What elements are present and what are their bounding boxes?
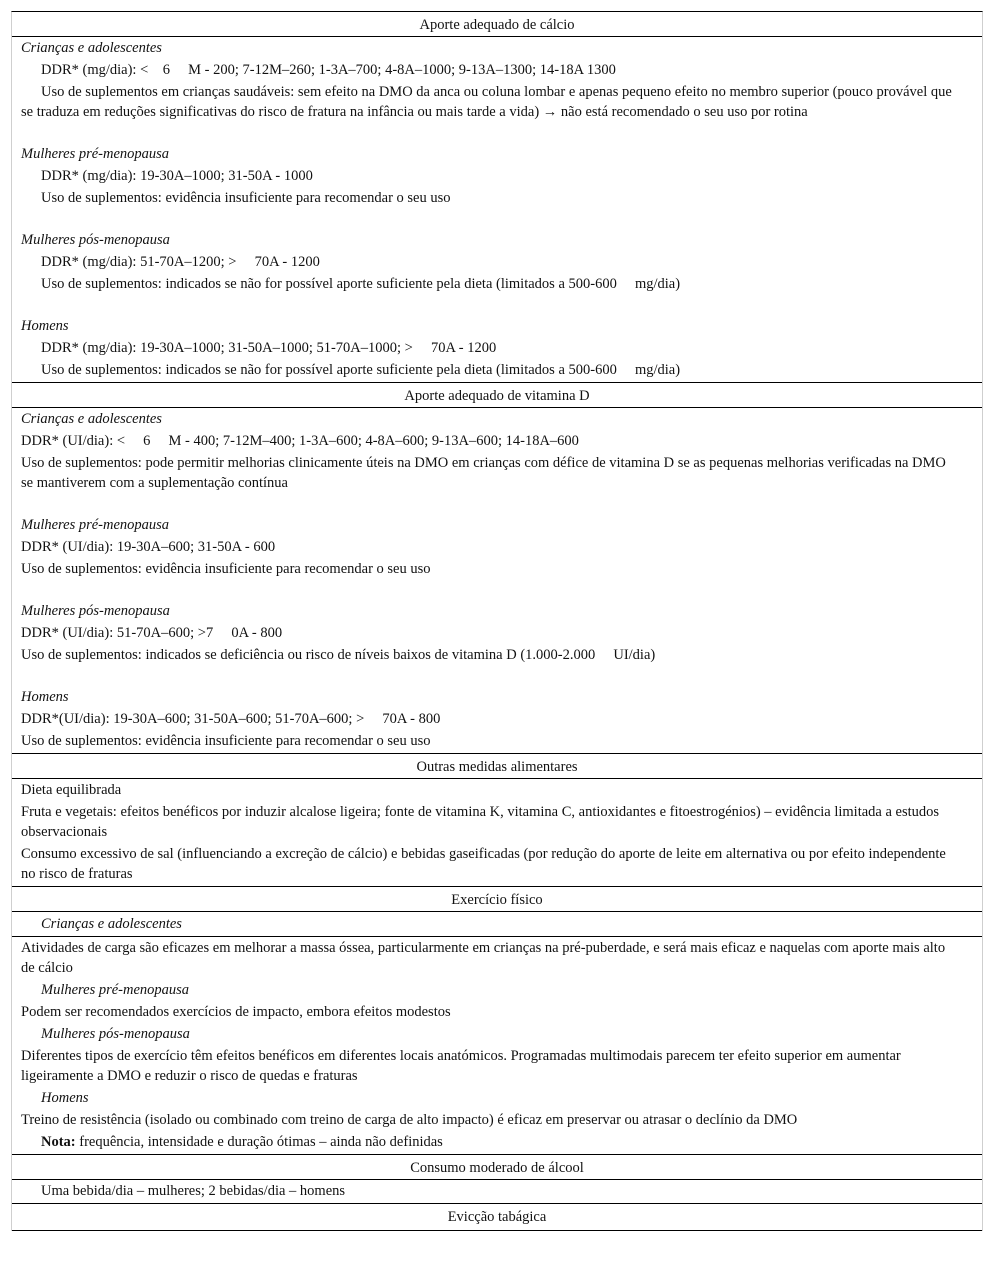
exercise-section-body [12,937,982,1155]
exercise-premeno-group: Mulheres pré-menopausa [41,982,190,998]
diet-section-header: Outras medidas alimentares [12,754,982,779]
vitd-children-ddr: DDR* (UI/dia): < 6 M - 400; 7-12M–400; 1-3A–600; 4-8A–600; 9-13A–600; 14-18A–600 [21,433,579,449]
vitd-section-header: Aporte adequado de vitamina D [12,383,982,408]
calcium-men-ddr: DDR* (mg/dia): 19-30A–1000; 31-50A–1000; 51-70A–1000; > 70A - 1200 [41,340,497,356]
smoking-section-header: Evicção tabágica [12,1204,982,1231]
vitd-premeno-ddr: DDR* (UI/dia): 19-30A–600; 31-50A - 600 [21,539,276,555]
diet-salt-soda: Consumo excessivo de sal (influenciando a excreção de cálcio) e bebidas gaseificadas (por redução do aporte de leite em alternativa ou por efeito independente no risco de fraturas [21,846,946,882]
calcium-premeno-group: Mulheres pré-menopausa [21,146,170,162]
exercise-note-text: frequência, intensidade e duração ótimas – ainda não definidas [75,1134,443,1150]
vitd-men-group: Homens [21,689,69,705]
vitd-premeno-supplements: Uso de suplementos: evidência insuficiente para recomendar o seu uso [21,561,431,577]
calcium-premeno-supplements: Uso de suplementos: evidência insuficiente para recomendar o seu uso [41,190,451,206]
alcohol-text: Uma bebida/dia – mulheres; 2 bebidas/dia – homens [41,1183,346,1199]
calcium-postmeno-group: Mulheres pós-menopausa [21,232,170,248]
vitd-children-group: Crianças e adolescentes [21,411,162,427]
exercise-postmeno-text: Diferentes tipos de exercício têm efeitos benéficos em diferentes locais anatómicos. Programadas multimodais parecem ter efeito superior em aumentar ligeiramente a DMO e reduzir o risco de quedas e fraturas [21,1048,901,1084]
exercise-premeno-text: Podem ser recomendados exercícios de impacto, embora efeitos modestos [21,1004,451,1020]
vitd-children-supplements: Uso de suplementos: pode permitir melhorias clinicamente úteis na DMO em crianças com défice de vitamina D se as pequenas melhorias verificadas na DMO se mantiverem com a suplementação contínua [21,455,946,491]
calcium-men-supplements: Uso de suplementos: indicados se não for possível aporte suficiente pela dieta (limitados a 500-600 mg/dia) [41,362,681,378]
calcium-section-body [12,37,982,383]
exercise-children-group: Crianças e adolescentes [12,912,982,937]
vitd-postmeno-ddr: DDR* (UI/dia): 51-70A–600; >7 0A - 800 [21,625,283,641]
diet-fruit-vegetables: Fruta e vegetais: efeitos benéficos por induzir alcalose ligeira; fonte de vitamina K, vitamina C, antioxidantes e fitoestrogénios) – evidência limitada a estudos observacionais [21,804,940,840]
exercise-men-group: Homens [41,1090,89,1106]
alcohol-section-header: Consumo moderado de álcool [12,1155,982,1180]
vitd-premeno-group: Mulheres pré-menopausa [21,517,170,533]
exercise-men-text: Treino de resistência (isolado ou combinado com treino de carga de alto impacto) é eficaz em preservar ou atrasar o declínio da DMO [21,1112,798,1128]
vitd-postmeno-group: Mulheres pós-menopausa [21,603,170,619]
exercise-section-header: Exercício físico [12,887,982,912]
calcium-postmeno-ddr: DDR* (mg/dia): 51-70A–1200; > 70A - 1200 [41,254,320,270]
diet-balanced: Dieta equilibrada [21,782,122,798]
alcohol-section-body [12,1180,982,1204]
exercise-note [12,1132,982,1152]
calcium-postmeno-supplements: Uso de suplementos: indicados se não for possível aporte suficiente pela dieta (limitados a 500-600 mg/dia) [41,276,681,292]
recommendations-table [11,11,983,1231]
exercise-postmeno-group: Mulheres pós-menopausa [41,1026,190,1042]
vitd-men-supplements: Uso de suplementos: evidência insuficiente para recomendar o seu uso [21,733,431,749]
calcium-men-group: Homens [21,318,69,334]
diet-section-body [12,779,982,887]
vitd-men-ddr: DDR*(UI/dia): 19-30A–600; 31-50A–600; 51-70A–600; > 70A - 800 [21,711,441,727]
exercise-note-label: Nota: [41,1134,76,1150]
vitd-section-body [12,408,982,754]
calcium-children-ddr: DDR* (mg/dia): < 6 M - 200; 7-12M–260; 1-3A–700; 4-8A–1000; 9-13A–1300; 14-18A 1300 [41,62,616,78]
calcium-children-supplements: Uso de suplementos em crianças saudáveis: sem efeito na DMO da anca ou coluna lombar e apenas pequeno efeito no membro superior (pouco provável que se traduza em reduções significativas do risco de fratura na infância ou mais tarde a vida) → não está recomendado o seu uso por rotina [21,84,952,120]
calcium-section-header: Aporte adequado de cálcio [12,12,982,37]
calcium-premeno-ddr: DDR* (mg/dia): 19-30A–1000; 31-50A - 1000 [41,168,313,184]
calcium-children-group: Crianças e adolescentes [21,40,162,56]
vitd-postmeno-supplements: Uso de suplementos: indicados se deficiência ou risco de níveis baixos de vitamina D (1.000-2.000 UI/dia) [21,647,656,663]
exercise-children-text: Atividades de carga são eficazes em melhorar a massa óssea, particularmente em crianças na pré-puberdade, e será mais eficaz e naquelas com aporte mais alto de cálcio [21,940,946,976]
